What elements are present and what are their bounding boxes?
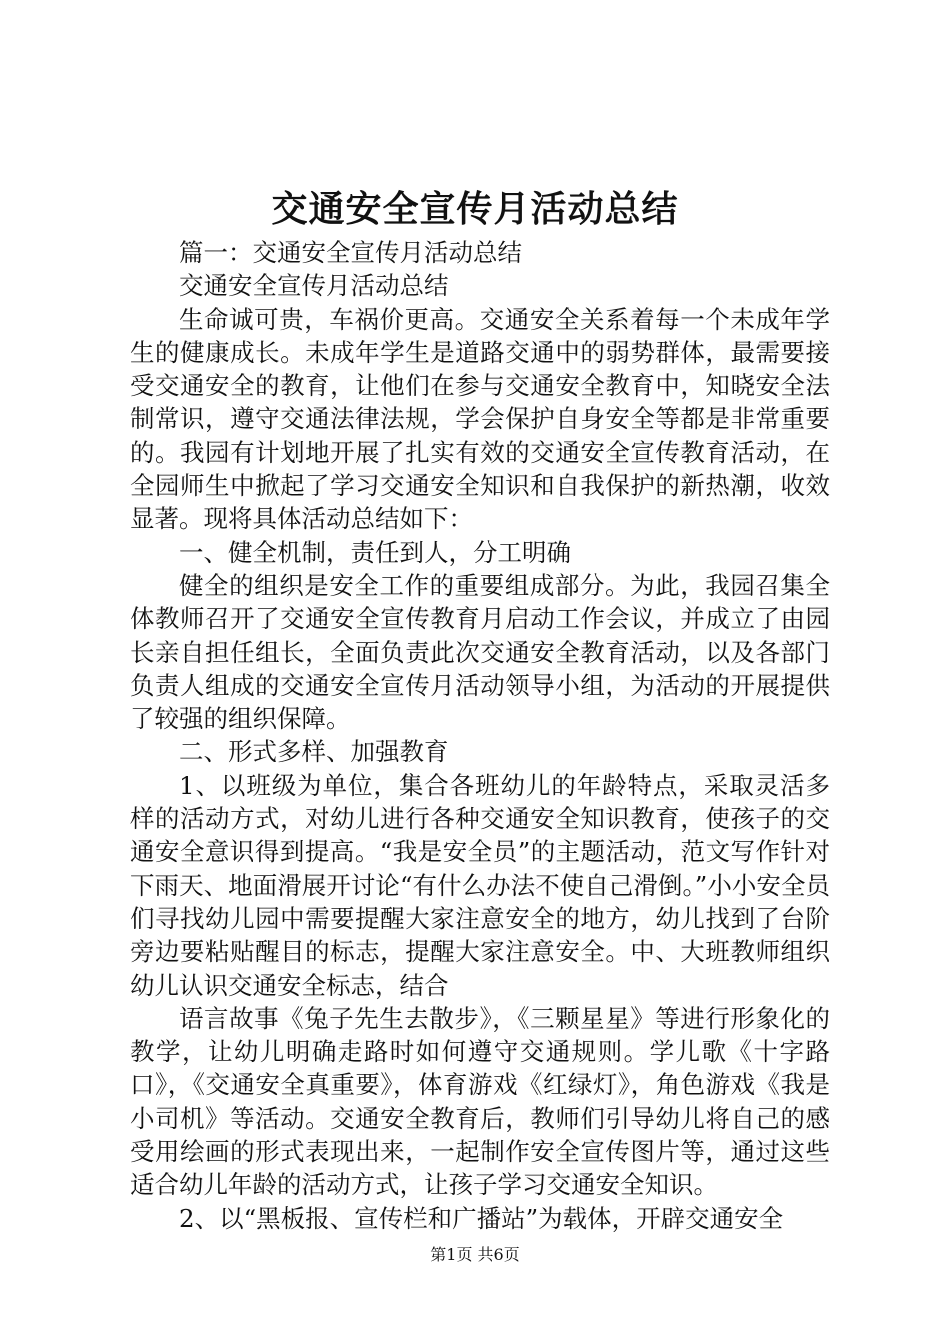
paragraph: 健全的组织是安全工作的重要组成部分。为此，我园召集全体教师召开了交通安全宣传教育月启动工作会议，并成立了由园长亲自担任组长，全面负责此次交通安全教育活动，以及各部门负责人组成的交通安全宣传月活动领导小组，为活动的开展提供了较强的组织保障。 [130,570,830,734]
paragraph: 2、以“黑板报、宣传栏和广播站”为载体，开辟交通安全 [179,1203,784,1233]
page-number: 第1页 共6页 [430,1245,520,1264]
paragraph: 语言故事《兔子先生去散步》，《三颗星星》等进行形象化的教学，让幼儿明确走路时如何遵守交通规则。学儿歌《十字路口》，《交通安全真重要》，体育游戏《红绿灯》，角色游戏《我是小司机》等活动。交通安全教育后，教师们引导幼儿将自己的感受用绘画的形式表现出来，一起制作安全宣传图片等，通过这些适合幼儿年龄的活动方式，让孩子学习交通安全知识。 [130,1003,830,1200]
subheading: 二、形式多样、加强教育 [179,737,449,767]
paragraph: 生命诚可贵，车祸价更高。交通安全关系着每一个未成年学生的健康成长。未成年学生是道路交通中的弱势群体，最需要接受交通安全的教育，让他们在参与交通安全教育中，知晓安全法制常识，遵守交通法律法规，学会保护自身安全等都是非常重要的。我园有计划地开展了扎实有效的交通安全宣传教育活动，在全园师生中掀起了学习交通安全知识和自我保护的新热潮，收效显著。现将具体活动总结如下： [130,304,830,534]
document-title: 交通安全宣传月活动总结 [271,188,679,230]
document-body [130,236,830,1235]
article-title: 交通安全宣传月活动总结 [179,271,449,301]
section-heading: 篇一：交通安全宣传月活动总结 [179,238,522,267]
subheading: 一、健全机制，责任到人，分工明确 [179,537,571,567]
paragraph: 1、以班级为单位，集合各班幼儿的年龄特点，采取灵活多样的活动方式，对幼儿进行各种交通安全知识教育，使孩子的交通安全意识得到提高。“我是安全员”的主题活动，范文写作针对下雨天、地面滑展开讨论“有什么办法不使自己滑倒。”小小安全员们寻找幼儿园中需要提醒大家注意安全的地方，幼儿找到了台阶旁边要粘贴醒目的标志，提醒大家注意安全。中、大班教师组织幼儿认识交通安全标志，结合 [130,770,830,1000]
